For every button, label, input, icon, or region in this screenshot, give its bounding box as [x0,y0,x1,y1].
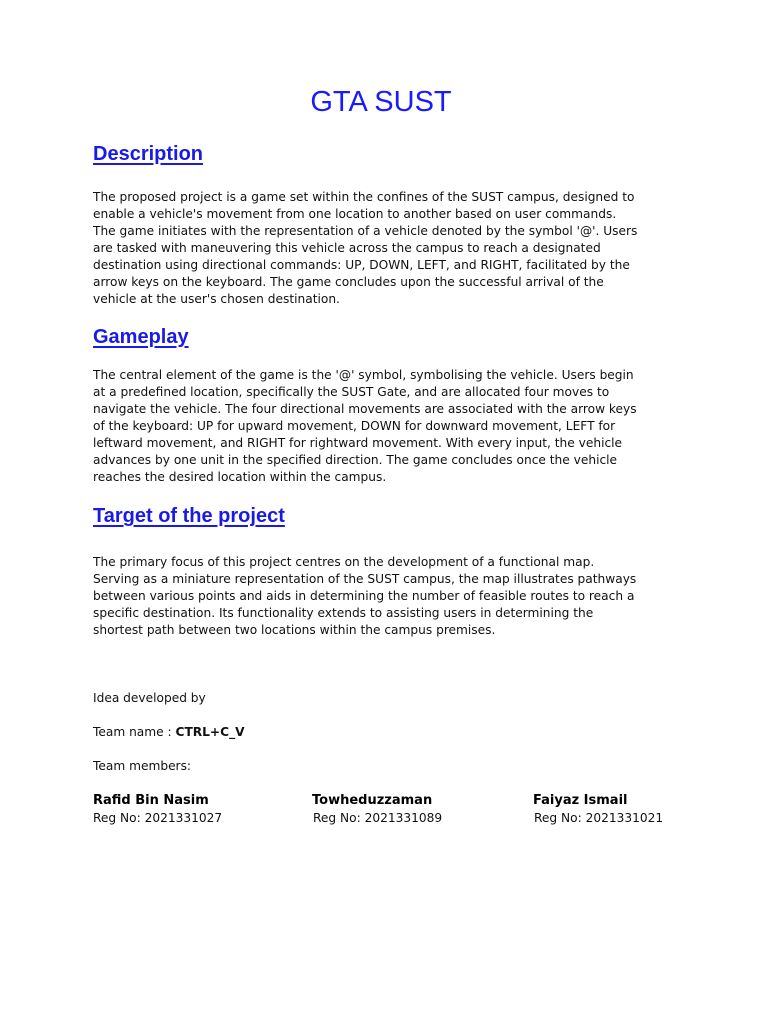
target-line: The primary focus of this project centres on the development of a functional map. [93,555,595,569]
target-line: shortest path between two locations within the campus premises. [93,623,496,637]
member-name: Towheduzzaman [312,793,433,808]
description-line: destination using directional commands: UP, DOWN, LEFT, and RIGHT, facilitated by the [93,258,630,272]
team-name-value: CTRL+C_V [175,725,245,739]
target-heading: Target of the project [93,505,285,527]
description-line: The game initiates with the representation of a vehicle denoted by the symbol '@'. Users [93,224,638,238]
description-line: vehicle at the user's chosen destination. [93,292,340,306]
member-name: Rafid Bin Nasim [93,793,209,808]
member-reg: Reg No: 2021331021 [534,811,664,825]
description-line: enable a vehicle's movement from one location to another based on user commands. [93,207,617,221]
idea-developed-by: Idea developed by [93,691,206,705]
description-heading: Description [93,143,204,165]
team-name-label: Team name : [93,725,176,739]
document-title: GTA SUST [310,86,452,118]
description-line: arrow keys on the keyboard. The game concludes upon the successful arrival of the [93,275,604,289]
gameplay-line: leftward movement, and RIGHT for rightward movement. With every input, the vehicle [93,436,623,450]
description-paragraph [93,189,693,308]
gameplay-line: at a predefined location, specifically the SUST Gate, and are allocated four moves to [93,385,610,399]
gameplay-line: reaches the desired location within the campus. [93,470,387,484]
gameplay-line: of the keyboard: UP for upward movement, DOWN for downward movement, LEFT for [93,419,616,433]
member-reg: Reg No: 2021331027 [93,811,223,825]
gameplay-line: advances by one unit in the specified direction. The game concludes once the vehicle [93,453,618,467]
target-line: between various points and aids in determining the number of feasible routes to reach a [93,589,635,603]
target-line: Serving as a miniature representation of the SUST campus, the map illustrates pathways [93,572,637,586]
gameplay-paragraph [93,367,693,486]
team-members-label: Team members: [93,759,192,773]
description-line: The proposed project is a game set within the confines of the SUST campus, designed to [93,190,635,204]
team-name-line [93,724,245,741]
member-reg: Reg No: 2021331089 [313,811,443,825]
target-paragraph [93,554,693,639]
gameplay-line: The central element of the game is the '@' symbol, symbolising the vehicle. Users begin [93,368,634,382]
gameplay-heading: Gameplay [93,326,189,348]
gameplay-line: navigate the vehicle. The four directional movements are associated with the arrow keys [93,402,637,416]
target-line: specific destination. Its functionality extends to assisting users in determining the [93,606,594,620]
description-line: are tasked with maneuvering this vehicle across the campus to reach a designated [93,241,601,255]
member-name: Faiyaz Ismail [533,793,628,808]
